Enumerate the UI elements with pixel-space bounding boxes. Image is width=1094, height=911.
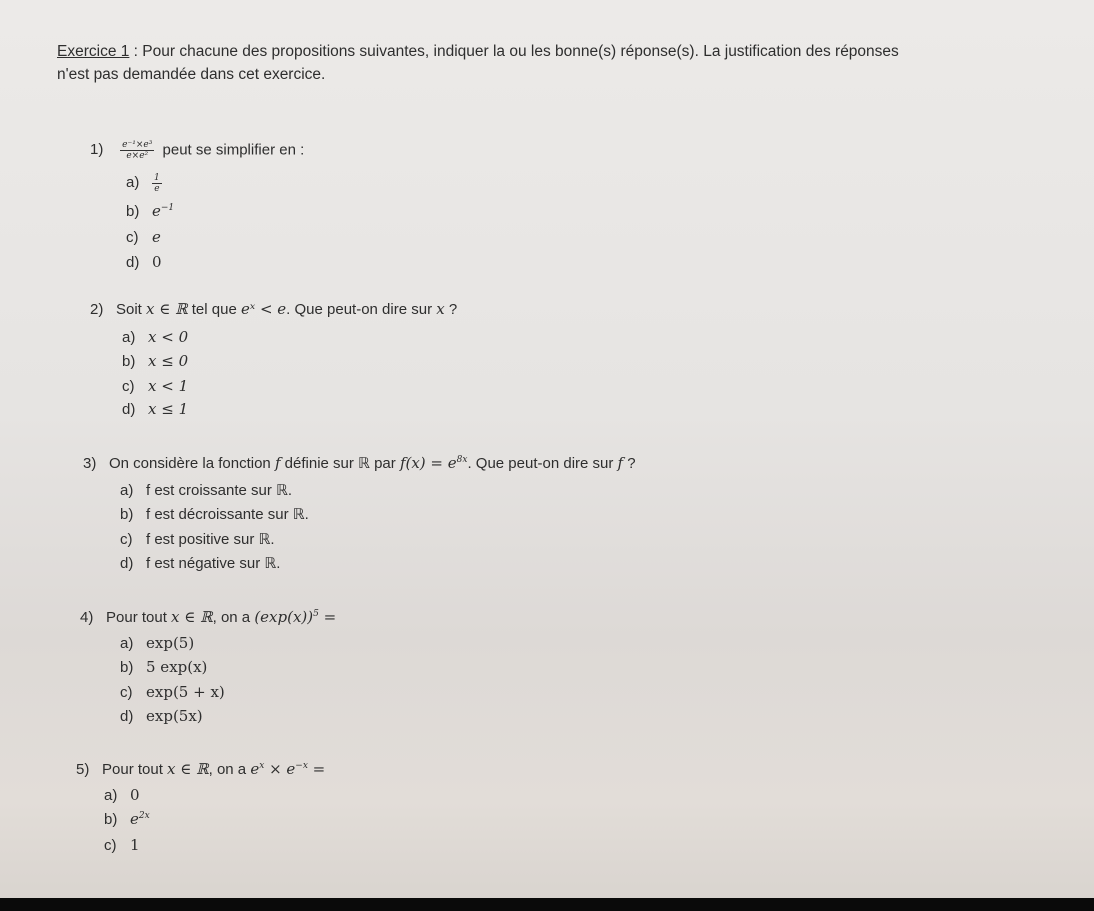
q5-option-b: b) $e^{2x}$ xyxy=(104,810,150,828)
q5-option-a: a) 0 xyxy=(104,786,140,804)
q3-option-a: a) f est croissante sur ℝ. xyxy=(120,482,293,499)
q1-option-c: c) e xyxy=(126,228,161,246)
q5-option-c: c) 1 xyxy=(104,836,140,854)
q3-option-b: b) f est décroissante sur ℝ. xyxy=(120,506,309,523)
q4-option-c: c) exp(5 + x) xyxy=(120,683,225,701)
q3-option-c: c) f est positive sur ℝ. xyxy=(120,531,275,548)
q1-option-d: d) 0 xyxy=(126,253,162,271)
question-3: 3) On considère la fonction f définie sur ℝ par $f(x) = e^{8x}$. Que peut-on dire sur f ? xyxy=(83,454,636,472)
exercise-instructions: : Pour chacune des propositions suivantes, indiquer la ou les bonne(s) réponse(s). La justification des réponses xyxy=(129,43,899,60)
question-2: 2) Soit x ∈ ℝ tel que eˣ < e. Que peut-on dire sur x ? xyxy=(90,300,458,318)
question-number: 1) xyxy=(90,141,104,159)
q3-option-d: d) f est négative sur ℝ. xyxy=(120,555,281,572)
q4-option-d: d) exp(5x) xyxy=(120,707,203,725)
question-5: 5) Pour tout x ∈ ℝ, on a $e^x \times e^{-x}$ = xyxy=(76,760,326,778)
q1-option-a: a) $\frac{1}{e}$ xyxy=(126,173,160,194)
q4-option-b: b) 5 exp(x) xyxy=(120,658,208,676)
exercise-intro xyxy=(57,40,1057,86)
exercise-instructions-cont: n'est pas demandée dans cet exercice. xyxy=(57,66,326,83)
q2-option-d: d) x ≤ 1 xyxy=(122,400,189,418)
q2-option-a: a) x < 0 xyxy=(122,328,189,346)
q2-option-b: b) x ≤ 0 xyxy=(122,352,189,370)
question-prompt: peut se simplifier en : xyxy=(162,141,305,159)
q1-option-b: b) $e^{-1}$ xyxy=(126,202,175,220)
question-1 xyxy=(90,140,304,161)
question-4: 4) Pour tout x ∈ ℝ, on a $(\exp(x))^5$ = xyxy=(80,608,337,626)
fraction-expression: $\frac{\text{e⁻¹×e³}}{\text{e×e²}}$ xyxy=(122,140,153,161)
q4-option-a: a) exp(5) xyxy=(120,634,195,652)
bottom-black-bar xyxy=(0,898,1094,911)
q2-option-c: c) x < 1 xyxy=(122,377,189,395)
exercise-title: Exercice 1 xyxy=(57,43,130,60)
